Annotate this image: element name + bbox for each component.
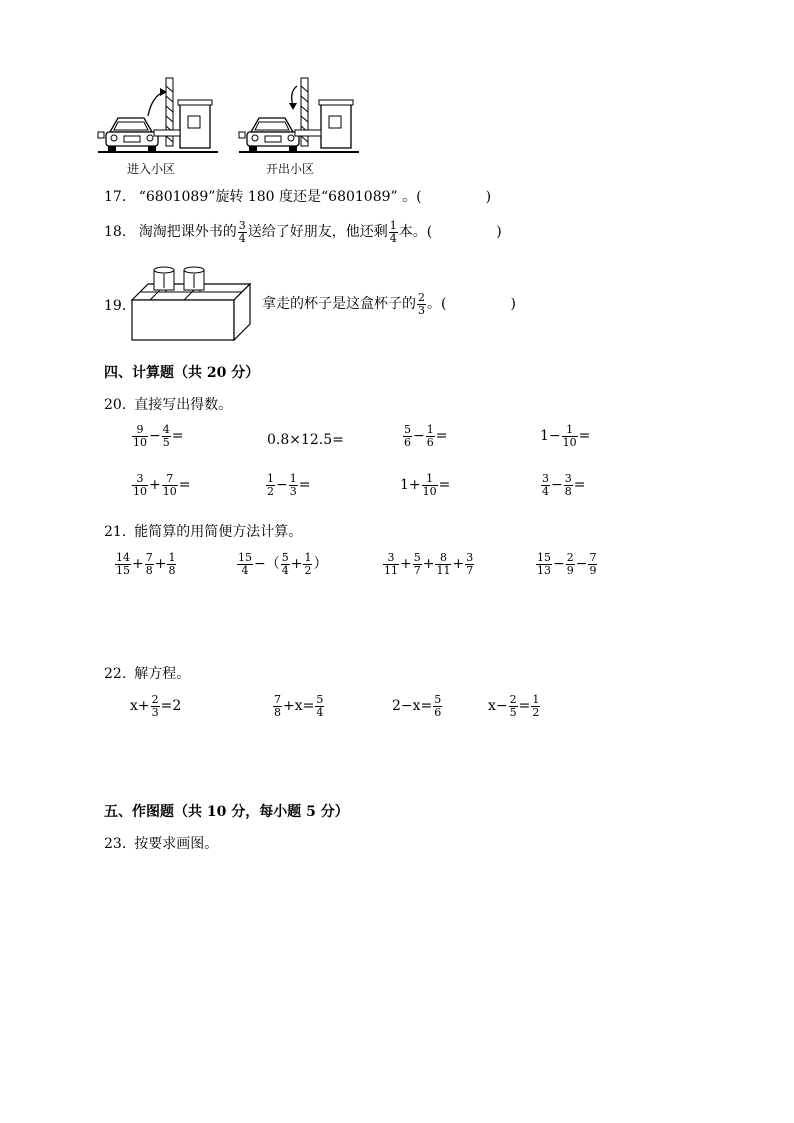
caption-exit: 开出小区: [266, 162, 315, 176]
q19-number: 19.: [104, 298, 127, 314]
q19-text-a: 拿走的杯子是这盒杯子的: [262, 296, 416, 313]
q20-r2-b[interactable]: $\frac{1}{2}$ − $\frac{1}{3}$ =: [267, 472, 311, 498]
q22-equation-3[interactable]: 2−x= $\frac{5}{6}$: [392, 693, 442, 719]
q20-r1-d[interactable]: 1− $\frac{1}{10}$ =: [540, 423, 591, 449]
q20-r2-c[interactable]: 1+ $\frac{1}{10}$ =: [400, 472, 451, 498]
question-20-title: 20. 直接写出得数。: [104, 397, 233, 413]
question-21-title: 21. 能简算的用简便方法计算。: [104, 524, 303, 540]
q18-fraction-left: $\frac{1}{4}$: [389, 219, 397, 245]
section-5-title: 五、作图题（共 10 分，每小题 5 分）: [104, 804, 349, 820]
q18-number: 18.: [104, 224, 127, 241]
q19-close-paren: ): [510, 296, 516, 313]
q22-equation-4[interactable]: x− $\frac{2}{5}$ = $\frac{1}{2}$: [488, 693, 540, 719]
q21-expr-4[interactable]: $\frac{15}{13}$ − $\frac{2}{9}$ − $\frac{7}{9}$: [537, 551, 597, 577]
car-entering-illustration: [96, 72, 220, 156]
q21-expr-1[interactable]: $\frac{14}{15}$ + $\frac{7}{8}$ + $\frac{1}{8}$: [116, 551, 176, 577]
q18-text-a: 淘淘把课外书的: [138, 224, 237, 241]
q17-close-paren: ): [485, 189, 492, 205]
question-23-title: 23. 按要求画图。: [104, 836, 219, 852]
question-17: [104, 186, 491, 206]
q17-text: “6801089”旋转 180 度还是“6801089” 。(: [138, 189, 422, 205]
q17-number: 17.: [104, 189, 127, 205]
cup-box-illustration: [130, 264, 252, 344]
q22-equation-1[interactable]: x+ $\frac{2}{3}$ =2: [130, 693, 182, 719]
q19-fraction: $\frac{2}{3}$: [418, 291, 425, 317]
q20-r2-d[interactable]: $\frac{3}{4}$ − $\frac{3}{8}$ =: [542, 472, 586, 498]
section-4-title: 四、计算题（共 20 分）: [104, 365, 260, 381]
question-22-title: 22. 解方程。: [104, 666, 191, 682]
q21-expr-2[interactable]: $\frac{15}{4}$ −（ $\frac{5}{4}$ + $\frac{1}{2}$ ）: [238, 551, 328, 577]
car-exiting-illustration: [237, 72, 361, 156]
caption-enter: 进入小区: [127, 162, 176, 176]
q19-text-b: 。(: [427, 296, 447, 313]
q20-r1-a[interactable]: $\frac{9}{10}$ − $\frac{4}{5}$ =: [133, 423, 184, 449]
question-18: [104, 220, 502, 244]
q20-r1-c[interactable]: $\frac{5}{6}$ − $\frac{1}{6}$ =: [404, 423, 448, 449]
q20-r2-a[interactable]: $\frac{3}{10}$ + $\frac{7}{10}$ =: [133, 472, 191, 498]
question-19: [262, 292, 516, 316]
q18-close-paren: ): [496, 224, 502, 241]
q18-fraction-given: $\frac{3}{4}$: [238, 219, 246, 245]
q18-text-b: 送给了好朋友，他还剩: [247, 224, 388, 241]
q20-r1-b[interactable]: 0.8×12.5=: [267, 432, 344, 448]
q22-equation-2[interactable]: $\frac{7}{8}$ +x= $\frac{5}{4}$: [274, 693, 324, 719]
q18-text-c: 本。(: [398, 224, 433, 241]
q21-expr-3[interactable]: $\frac{3}{11}$ + $\frac{5}{7}$ + $\frac{8}{11}$ + $\frac{3}{7}$: [384, 551, 474, 577]
